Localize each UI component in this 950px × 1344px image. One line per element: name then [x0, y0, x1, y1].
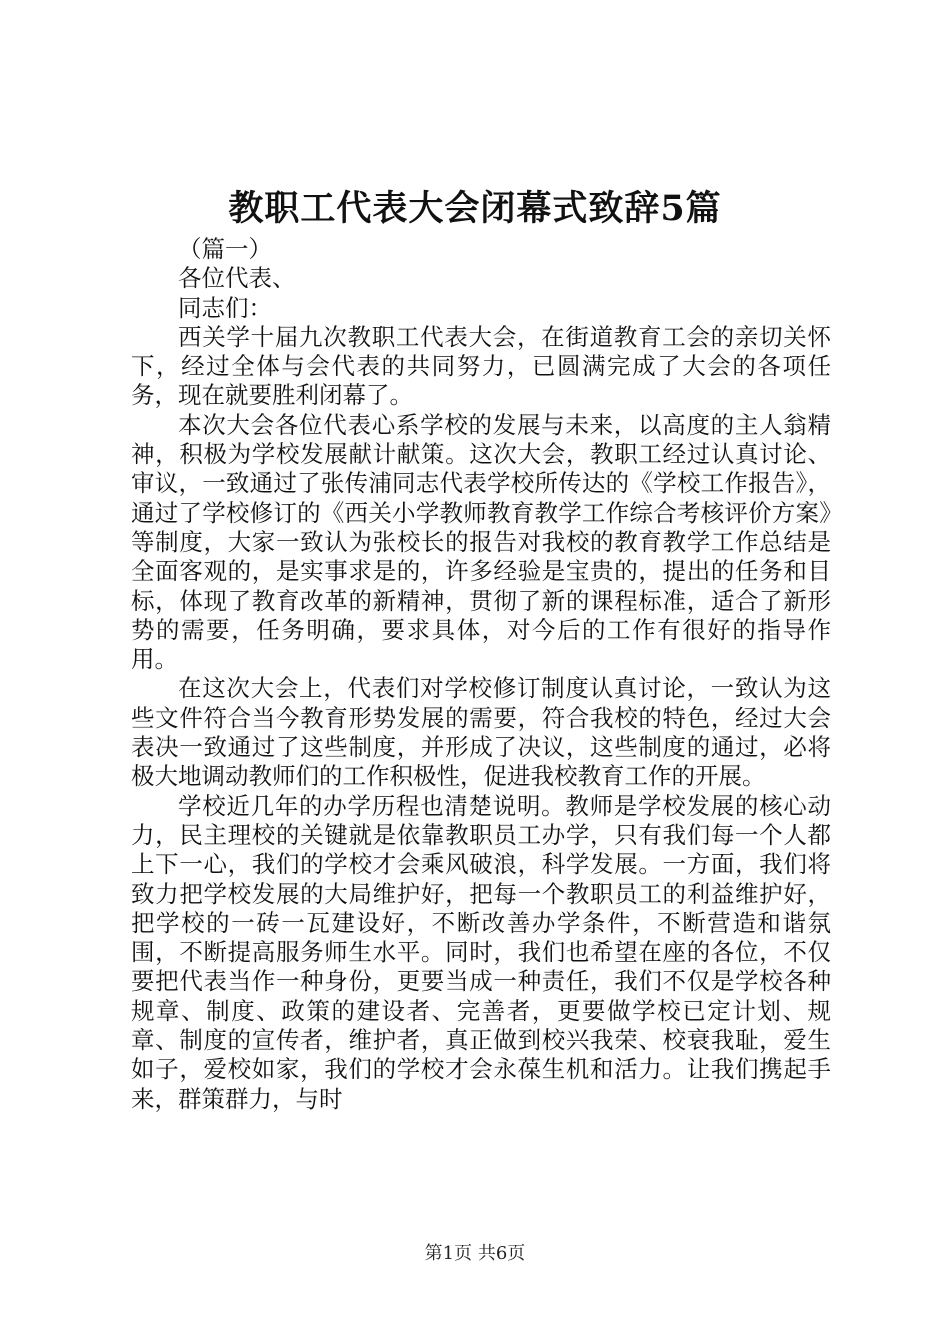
salutation-line-1: 各位代表、 [178, 264, 296, 293]
section-label: （篇一） [178, 235, 272, 263]
document-title: 教职工代表大会闭幕式致辞5篇 [228, 188, 722, 229]
paragraph-2: 本次大会各位代表心系学校的发展与未来，以高度的主人翁精神，积极为学校发展献计献策。这次大会，教职工经过认真讨论、审议，一致通过了张传浦同志代表学校所传达的《学校工作报告》，通过了学校修订的《西关小学教师教育教学工作综合考核评价方案》等制度，大家一致认为张校长的报告对我校的教育教学工作总结是全面客观的，是实事求是的，许多经验是宝贵的，提出的任务和目标，体现了教育改革的新精神，贯彻了新的课程标准，适合了新形势的需要，任务明确，要求具体，对今后的工作有很好的指导作用。 [131, 410, 831, 674]
salutation-line-2: 同志们： [178, 293, 272, 322]
paragraph-4: 学校近几年的办学历程也清楚说明。教师是学校发展的核心动力，民主理校的关键就是依靠教职员工办学，只有我们每一个人都上下一心，我们的学校才会乘风破浪，科学发展。一方面，我们将致力把学校发展的大局维护好，把每一个教职员工的利益维护好，把学校的一砖一瓦建设好，不断改善办学条件，不断营造和谐氛围，不断提高服务师生水平。同时，我们也希望在座的各位，不仅要把代表当作一种身份，更要当成一种责任，我们不仅是学校各种规章、制度、政策的建设者、完善者，更要做学校已定计划、规章、制度的宣传者，维护者，真正做到校兴我荣、校衰我耻，爱生如子，爱校如家，我们的学校才会永葆生机和活力。让我们携起手来，群策群力，与时 [131, 791, 831, 1113]
document-body [131, 235, 831, 1114]
paragraph-1: 西关学十届九次教职工代表大会，在街道教育工会的亲切关怀下，经过全体与会代表的共同努力，已圆满完成了大会的各项任务，现在就要胜利闭幕了。 [131, 322, 831, 410]
page-footer: 第1页 共6页 [424, 1243, 526, 1264]
paragraph-3: 在这次大会上，代表们对学校修订制度认真讨论，一致认为这些文件符合当今教育形势发展的需要，符合我校的特色，经过大会表决一致通过了这些制度，并形成了决议，这些制度的通过，必将极大地调动教师们的工作积极性，促进我校教育工作的开展。 [131, 674, 831, 791]
